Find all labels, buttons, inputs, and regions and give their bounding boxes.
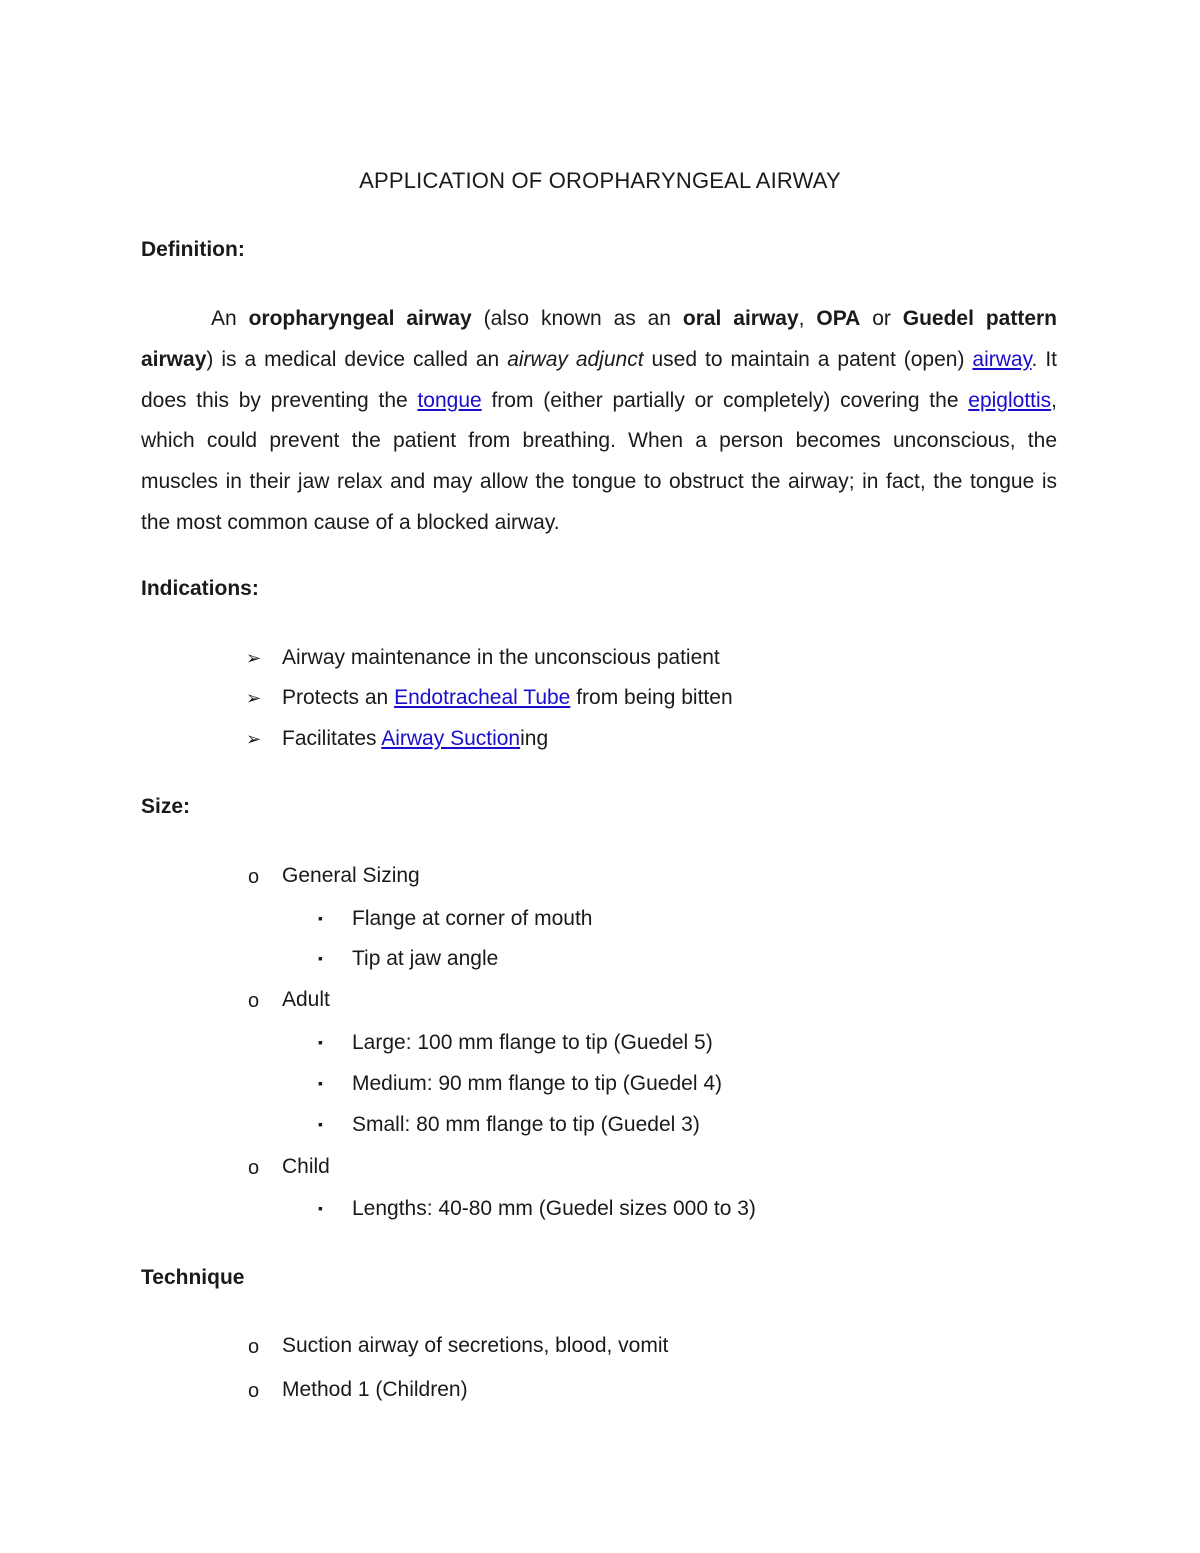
arrow-bullet-icon: ➢ <box>246 729 262 749</box>
definition-italic-term: airway adjunct <box>507 347 644 371</box>
definition-text: ) is a medical device called an <box>206 347 508 371</box>
list-item-text: Facilitates <box>282 727 382 750</box>
square-bullet-icon: ▪ <box>318 910 323 926</box>
list-item-text: from being bitten <box>570 686 733 709</box>
definition-term: Guedel pattern airway <box>141 307 1058 371</box>
list-item: Lengths: 40-80 mm (Guedel sizes 000 to 3) <box>352 1197 756 1220</box>
square-bullet-icon: ▪ <box>318 1075 323 1091</box>
list-item <box>282 686 733 710</box>
circle-bullet-icon: o <box>248 1380 260 1402</box>
tongue-link[interactable]: tongue <box>417 388 482 412</box>
endotracheal-tube-link[interactable]: Endotracheal Tube <box>394 686 571 709</box>
list-item-text: Protects an <box>282 686 395 709</box>
list-item: Large: 100 mm flange to tip (Guedel 5) <box>352 1031 713 1054</box>
size-heading: Size: <box>141 795 191 818</box>
square-bullet-icon: ▪ <box>318 1116 323 1132</box>
definition-text: . It does this by preventing the <box>141 347 1057 412</box>
definition-term: oropharyngeal airway <box>248 307 472 330</box>
definition-text: or <box>860 307 903 330</box>
list-item: Medium: 90 mm flange to tip (Guedel 4) <box>352 1072 723 1095</box>
list-item-text: ing <box>520 727 549 750</box>
definition-term: OPA <box>816 307 861 330</box>
circle-bullet-icon: o <box>248 1336 260 1358</box>
airway-link[interactable]: airway <box>972 347 1032 371</box>
airway-suction-link[interactable]: Airway Suction <box>381 727 521 750</box>
definition-text: An <box>211 307 249 330</box>
definition-text: from (either partially or completely) covering the <box>481 388 969 412</box>
list-item <box>282 646 720 670</box>
arrow-bullet-icon: ➢ <box>246 688 262 708</box>
square-bullet-icon: ▪ <box>318 1200 323 1216</box>
list-item: Flange at corner of mouth <box>352 907 593 930</box>
definition-heading: Definition: <box>141 238 245 261</box>
definition-text: used to maintain a patent (open) <box>643 347 973 371</box>
list-item: Method 1 (Children) <box>282 1378 468 1401</box>
circle-bullet-icon: o <box>248 990 260 1012</box>
list-item-text: Airway maintenance in the unconscious patient <box>282 646 720 669</box>
definition-text: (also known as an <box>471 307 683 330</box>
technique-heading: Technique <box>141 1266 245 1289</box>
epiglottis-link[interactable]: epiglottis <box>968 388 1052 412</box>
definition-text: , <box>798 307 817 330</box>
list-item: Child <box>282 1155 330 1178</box>
list-item: Suction airway of secretions, blood, vomit <box>282 1334 669 1357</box>
list-item <box>282 727 548 751</box>
list-item: Small: 80 mm flange to tip (Guedel 3) <box>352 1113 700 1136</box>
definition-term: oral airway <box>682 307 799 330</box>
definition-text: , which could prevent the patient from breathing. When a person becomes unconscious, the muscles in their jaw relax and may allow the tongue to obstruct the airway; in fact, the tongue is the most common cause of a blocked airway. <box>141 388 1057 534</box>
definition-paragraph <box>141 299 1057 544</box>
circle-bullet-icon: o <box>248 866 260 888</box>
list-item: Tip at jaw angle <box>352 947 499 970</box>
list-item: General Sizing <box>282 864 420 887</box>
square-bullet-icon: ▪ <box>318 1034 323 1050</box>
square-bullet-icon: ▪ <box>318 950 323 966</box>
circle-bullet-icon: o <box>248 1157 260 1179</box>
arrow-bullet-icon: ➢ <box>246 648 262 668</box>
list-item: Adult <box>282 988 330 1011</box>
page-title: APPLICATION OF OROPHARYNGEAL AIRWAY <box>359 168 841 193</box>
indications-heading: Indications: <box>141 577 259 600</box>
